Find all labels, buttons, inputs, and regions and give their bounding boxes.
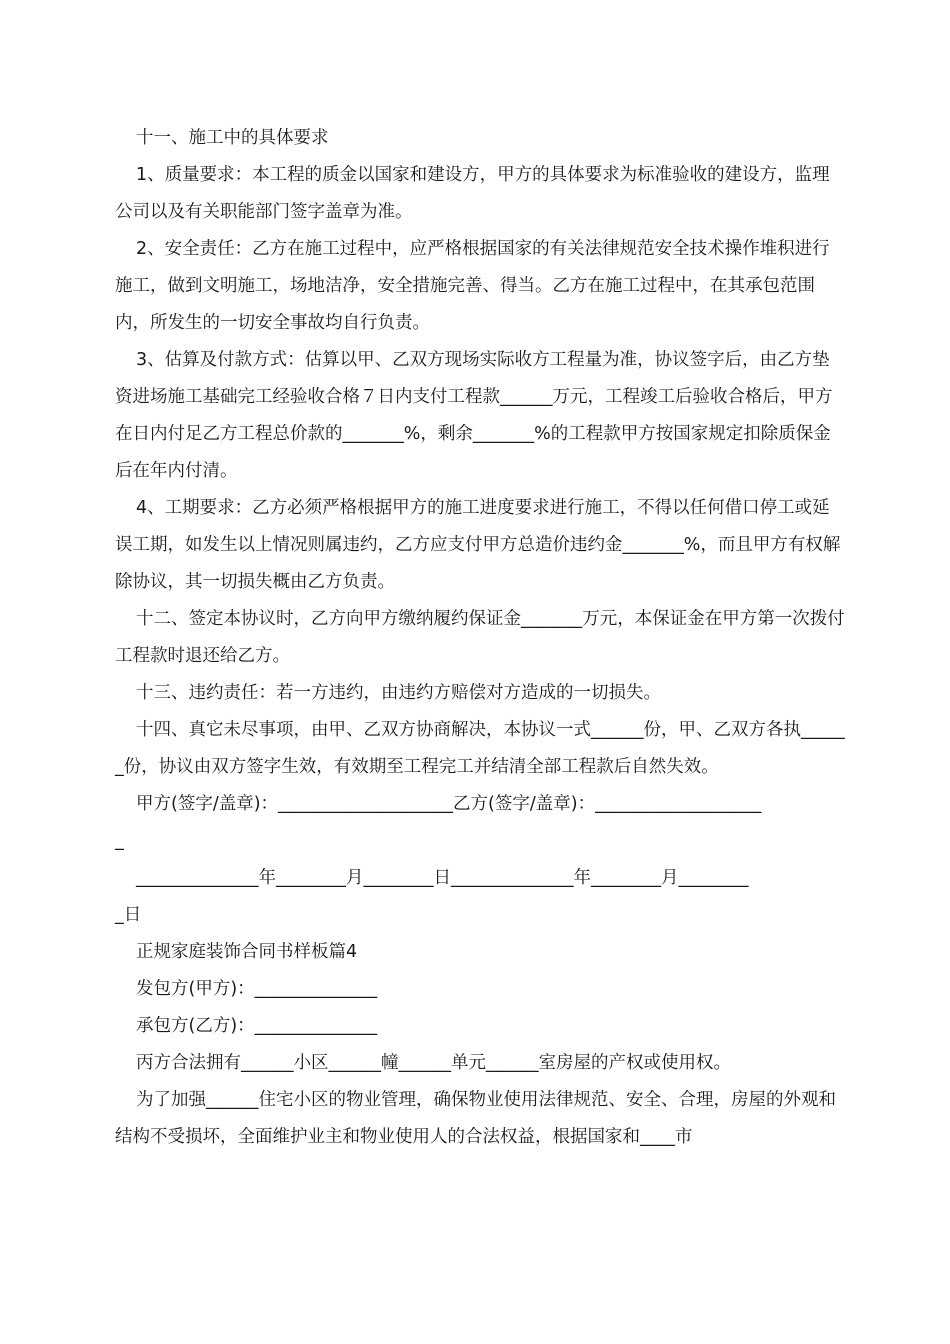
section-13-paragraph: 十三、违约责任：若一方违约，由违约方赔偿对方造成的一切损失。 <box>136 683 661 703</box>
template-4-title: 正规家庭装饰合同书样板篇4 <box>136 942 358 962</box>
section-12-paragraph: 十二、签定本协议时，乙方向甲方缴纳履约保证金_______万元，本保证金在甲方第一次拨付工程款时退还给乙方。 <box>115 609 845 666</box>
date-line-continuation: _日 <box>115 905 142 925</box>
party-b-line: 承包方(乙方)：______________ <box>136 1016 378 1036</box>
section-11-heading: 十一、施工中的具体要求 <box>136 128 329 148</box>
section-14-paragraph: 十四、真它未尽事项，由甲、乙双方协商解决，本协议一式______份，甲、乙双方各执______份，协议由双方签字生效，有效期至工程完工并结清全部工程款后自然失效。 <box>115 720 845 777</box>
purpose-paragraph: 为了加强______住宅小区的物业管理，确保物业使用法律规范、安全、合理，房屋的外观和结构不受损坏，全面维护业主和物业使用人的合法权益，根据国家和____市 <box>115 1090 836 1147</box>
document-body <box>115 120 845 1156</box>
property-ownership-line: 丙方合法拥有______小区______幢______单元______室房屋的产权或使用权。 <box>136 1053 731 1073</box>
paragraph-safety-responsibility: 2、安全责任：乙方在施工过程中，应严格根据国家的有关法律规范安全技术操作堆积进行施工，做到文明施工，场地洁净，安全措施完善、得当。乙方在施工过程中，在其承包范围内，所发生的一切安全事故均自行负责。 <box>115 239 830 333</box>
date-line: ______________年________月________日______________年________月________ <box>136 868 749 888</box>
signature-line: 甲方(签字/盖章)：____________________乙方(签字/盖章)：___________________ <box>136 794 762 814</box>
paragraph-quality-requirements: 1、质量要求：本工程的质金以国家和建设方，甲方的具体要求为标准验收的建设方，监理公司以及有关职能部门签字盖章为准。 <box>115 165 830 222</box>
party-a-line: 发包方(甲方)：______________ <box>136 979 378 999</box>
signature-line-continuation: _ <box>115 831 124 851</box>
paragraph-estimate-payment: 3、估算及付款方式：估算以甲、乙双方现场实际收方工程量为准，协议签字后，由乙方垫资进场施工基础完工经验收合格７日内支付工程款______万元，工程竣工后验收合格后，甲方在日内付足乙方工程总价款的_______%，剩余_______%的工程款甲方按国家规定扣除质保金后在年内付清。 <box>115 350 833 481</box>
paragraph-schedule-requirements: 4、工期要求：乙方必须严格根据甲方的施工进度要求进行施工，不得以任何借口停工或延误工期，如发生以上情况则属违约，乙方应支付甲方总造价违约金_______%，而且甲方有权解除协议，其一切损失概由乙方负责。 <box>115 498 841 592</box>
